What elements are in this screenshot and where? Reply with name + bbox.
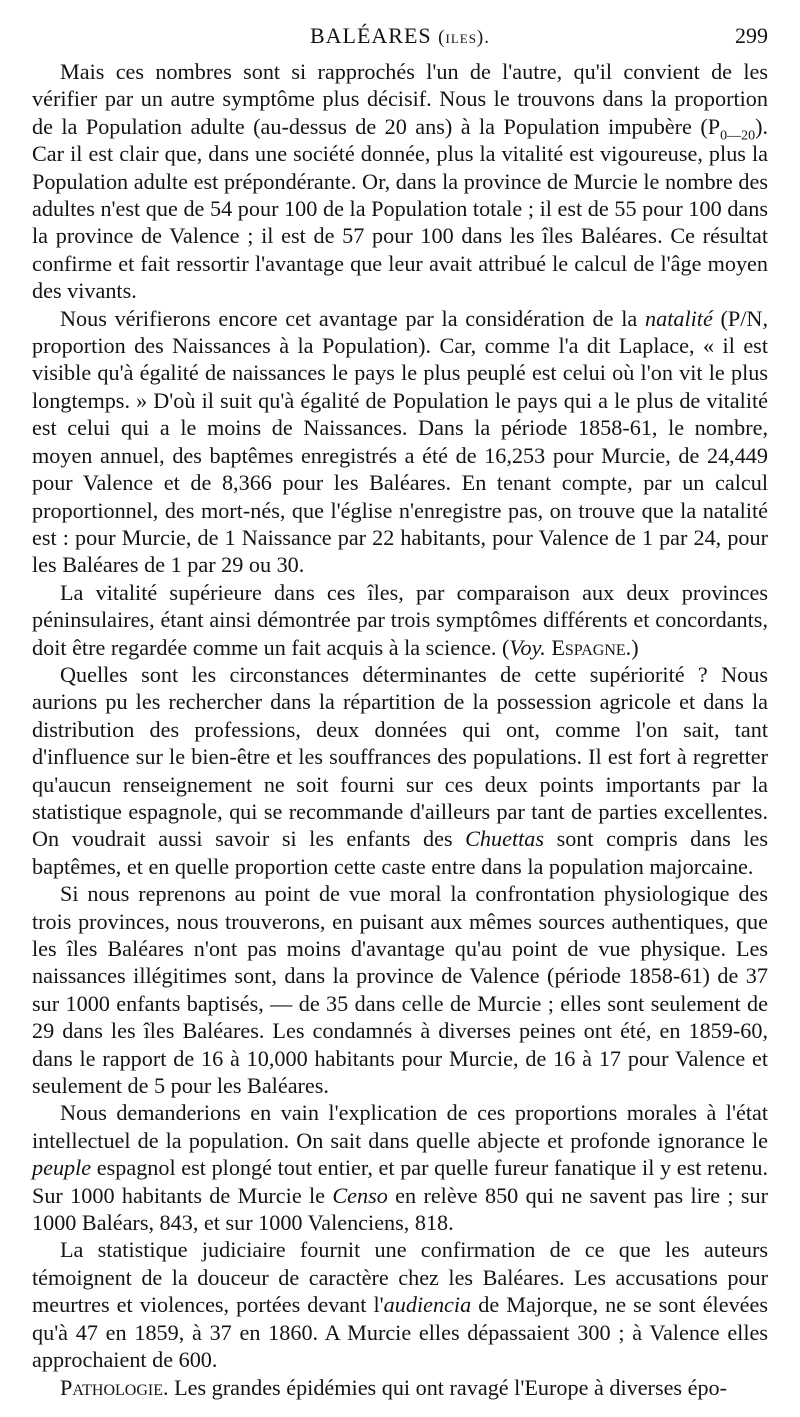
text-segment: sont compris dans les baptêmes, et en quelle proportion cette caste entre dans la population majorcaine. bbox=[32, 826, 768, 879]
styled-text-segment: audiencia bbox=[383, 1292, 472, 1318]
text-segment: ) bbox=[631, 634, 639, 660]
paragraph bbox=[32, 880, 768, 1099]
text-segment: espagnol est plongé tout entier, et par quelle fureur fanatique il y est retenu. Sur 1000 habitants de Murcie le bbox=[32, 1155, 768, 1208]
styled-text-segment: 0—20 bbox=[720, 128, 756, 144]
text-segment: ). Car il est clair que, dans une société donnée, plus la vitalité est vigoureuse, plus la Population adulte est prépondérante. Or, dans la province de Murcie le nombre des adultes n'est que de 54 pour 100 de la Population totale ; il est de 55 pour 100 dans la province de Valence ; il est de 57 pour 100 dans les îles Baléares. Ce résultat confirme et fait ressortir l'avantage que leur avait attribué le calcul de l'âge moyen des vivants. bbox=[32, 113, 768, 304]
document-page bbox=[32, 14, 768, 1410]
page-number: 299 bbox=[735, 23, 768, 48]
styled-text-segment: Censo bbox=[332, 1182, 388, 1208]
text-segment: La vitalité supérieure dans ces îles, par comparaison aux deux provinces péninsulaires, étant ainsi démontrée par trois symptômes différents et concordants, doit être regardée comme un fait acquis à la science. ( bbox=[32, 579, 768, 660]
paragraph bbox=[32, 305, 768, 579]
text-segment: Nous demanderions en vain l'explication de ces proportions morales à l'état intellectuel de la population. On sait dans quelle abjecte et profonde ignorance le bbox=[32, 1100, 768, 1153]
text-segment: de Majorque, ne se sont élevées qu'à 47 en 1859, à 37 en 1860. A Murcie elles dépassaient 300 ; à Valence elles approchaient de 600. bbox=[32, 1292, 768, 1373]
styled-text-segment: natalité bbox=[645, 305, 713, 331]
paragraph bbox=[32, 661, 768, 880]
text-segment: Si nous reprenons au point de vue moral la confrontation physiologique des trois provinces, nous trouverons, en puisant aux mêmes sources authentiques, que les îles Baléares n'ont pas moins d'avantage qu'au point de vue physique. Les naissances illégitimes sont, dans la province de Valence (période 1858-61) de 37 sur 1000 enfants baptisés, — de 35 dans celle de Murcie ; elles sont seulement de 29 dans les îles Baléares. Les condamnés à diverses peines ont été, en 1859-60, dans le rapport de 16 à 10,000 habitants pour Murcie, de 16 à 17 pour Valence et seulement de 5 pour les Baléares. bbox=[32, 881, 768, 1099]
body-text bbox=[32, 58, 768, 1401]
text-segment: Nous vérifierons encore cet avantage par la considération de la bbox=[60, 305, 645, 331]
text-segment: (P/N, proportion des Naissances à la Population). Car, comme l'a dit Laplace, « il est visible qu'à égalité de naissances le pays le plus peuplé est celui où l'on vit le plus longtemps. » D'où il suit qu'à égalité de Population le pays qui a le plus de vitalité est celui qui a le moins de Naissances. Dans la période 1858-61, le nombre, moyen annuel, des baptêmes enregistrés a été de 16,253 pour Murcie, de 24,449 pour Valence et de 8,366 pour les Baléares. En tenant compte, par un calcul proportionnel, des mort-nés, que l'église n'enregistre pas, on trouve que la natalité est : pour Murcie, de 1 Naissance par 22 habitants, pour Valence de 1 par 24, pour les Baléares de 1 par 29 ou 30. bbox=[32, 305, 768, 578]
paragraph bbox=[32, 1374, 768, 1401]
styled-text-segment: Espagne. bbox=[551, 634, 632, 660]
styled-text-segment: Pathologie. bbox=[60, 1374, 169, 1400]
paragraph bbox=[32, 1099, 768, 1236]
paragraph bbox=[32, 579, 768, 661]
header-title: BALÉARES bbox=[309, 23, 432, 48]
text-segment: Quelles sont les circonstances déterminantes de cette supériorité ? Nous aurions pu les rechercher dans la répartition de la possession agricole et dans la distribution des professions, deux données qui ont, comme l'on sait, tant d'influence sur le bien-être et les souffrances des populations. Il est fort à regretter qu'aucun renseignement ne soit fourni sur ces deux points importants par la statistique espagnole, qui se recommande d'ailleurs par tant de parties excellentes. On voudrait aussi savoir si les enfants des bbox=[32, 661, 768, 852]
paragraph bbox=[32, 1236, 768, 1373]
running-header bbox=[32, 14, 768, 58]
styled-text-segment: Voy. bbox=[509, 634, 546, 660]
running-title bbox=[32, 14, 768, 60]
text-segment: en relève 850 qui ne savent pas lire ; sur 1000 Baléars, 843, et sur 1000 Valenciens, 818. bbox=[32, 1182, 769, 1236]
styled-text-segment: Chuettas bbox=[465, 826, 545, 852]
styled-text-segment: peuple bbox=[32, 1155, 92, 1181]
text-segment: Les grandes épidémies qui ont ravagé l'Europe à diverses épo- bbox=[168, 1374, 728, 1400]
header-title-qualifier: (iles). bbox=[438, 27, 491, 48]
text-segment: La statistique judiciaire fournit une confirmation de ce que les auteurs témoignent de la douceur de caractère chez les Baléares. Les accusations pour meurtres et violences, portées devant l' bbox=[32, 1237, 768, 1318]
paragraph bbox=[32, 58, 768, 305]
text-segment: Mais ces nombres sont si rapprochés l'un de l'autre, qu'il convient de les vérifier par un autre symptôme plus décisif. Nous le trouvons dans la proportion de la Population adulte (au-dessus de 20 ans) à la Population impubère (P bbox=[32, 59, 768, 139]
